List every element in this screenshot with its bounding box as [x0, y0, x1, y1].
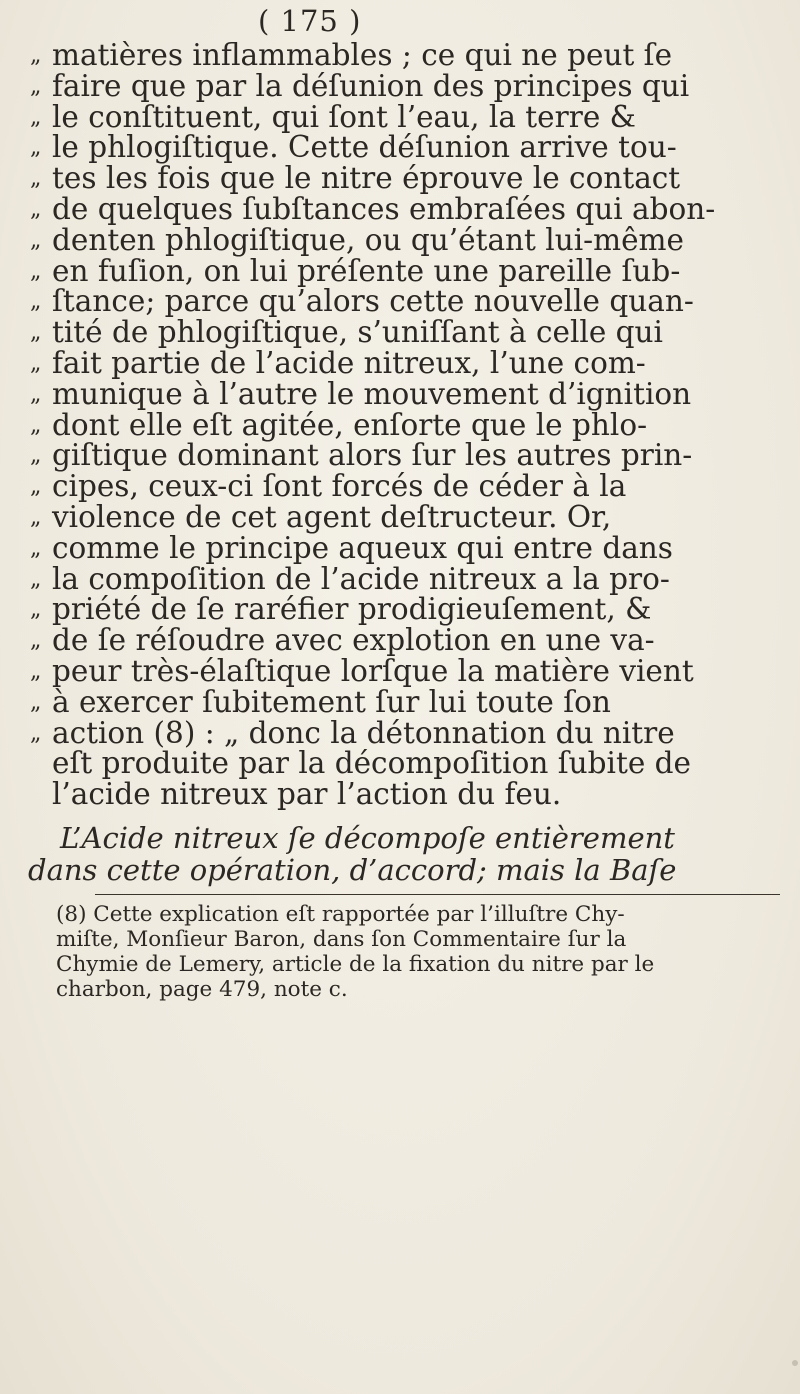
- quote-mark: „: [30, 196, 42, 222]
- line-text: eſt produite par la décompoſition ſubite de: [52, 746, 692, 781]
- text-line: [30, 40, 790, 71]
- body-text: [30, 40, 790, 810]
- text-line: [30, 561, 790, 596]
- footnote-line: miſte, Monſieur Baron, dans ſon Commentaire ſur la: [56, 927, 627, 952]
- quote-mark: „: [30, 566, 42, 592]
- text-line: [30, 530, 790, 565]
- text-line: [30, 376, 790, 411]
- line-text: l’acide nitreux par l’action du feu.: [52, 777, 562, 812]
- text-line: [30, 286, 790, 317]
- text-line: [30, 132, 790, 163]
- quote-mark: „: [30, 412, 42, 438]
- text-line: [30, 345, 790, 380]
- text-line: [30, 99, 790, 134]
- quote-mark: „: [30, 720, 42, 746]
- text-line: [30, 748, 790, 779]
- text-line: [30, 684, 790, 719]
- subheading-line: L’Acide nitreux ſe décompoſe entièrement: [60, 821, 675, 855]
- quote-mark: „: [30, 443, 42, 469]
- line-text: munique à l’autre le mouvement d’ignition: [52, 376, 692, 411]
- quote-mark: „: [30, 258, 42, 284]
- line-text: denten phlogiſtique, ou qu’étant lui-même: [52, 222, 684, 257]
- italic-subheading: [28, 821, 780, 887]
- quote-mark: „: [30, 289, 42, 315]
- quote-mark: „: [30, 474, 42, 500]
- line-text: de ſe réſoudre avec explotion en une va-: [52, 623, 655, 658]
- line-text: cipes, ceux-ci ſont forcés de céder à la: [52, 469, 627, 504]
- line-text: violence de cet agent deſtructeur. Or,: [52, 499, 612, 534]
- footnote-line: charbon, page 479, note c.: [56, 977, 348, 1002]
- text-line: [30, 715, 790, 750]
- line-text: le phlogiſtique. Cette déſunion arrive tou-: [52, 130, 677, 165]
- line-text: de quelques ſubſtances embraſées qui abon-: [52, 191, 716, 226]
- text-line: [30, 625, 790, 656]
- text-line: [30, 317, 790, 348]
- quote-mark: „: [30, 227, 42, 253]
- line-text: peur très-élaſtique lorſque la matière vient: [52, 653, 694, 688]
- text-line: [30, 407, 790, 442]
- quote-mark: „: [30, 73, 42, 99]
- text-line: [30, 163, 790, 194]
- footnote: [56, 902, 786, 1002]
- quote-mark: „: [30, 104, 42, 130]
- text-line: [30, 779, 790, 810]
- quote-mark: „: [30, 320, 42, 346]
- line-text: action (8) : „ donc la détonnation du nitre: [52, 715, 675, 750]
- quote-mark: „: [30, 166, 42, 192]
- paper-speck: [792, 1360, 798, 1366]
- line-text: tité de phlogiſtique, s’uniſſant à celle qui: [52, 315, 663, 350]
- line-text: ſtance; parce qu’alors cette nouvelle quan-: [52, 284, 694, 319]
- line-text: giſtique dominant alors ſur les autres prin-: [52, 438, 693, 473]
- text-line: [30, 471, 790, 502]
- text-line: [30, 653, 790, 688]
- line-text: matières inflammables ; ce qui ne peut ſe: [52, 38, 673, 72]
- line-text: la compoſition de l’acide nitreux a la pro-: [52, 561, 670, 596]
- text-line: [30, 499, 790, 534]
- footnote-line: Chymie de Lemery, article de la fixation du nitre par le: [56, 952, 655, 977]
- quote-mark: „: [30, 597, 42, 623]
- quote-mark: „: [30, 350, 42, 376]
- quote-mark: „: [30, 689, 42, 715]
- page-number: ( 175 ): [258, 4, 362, 38]
- quote-mark: „: [30, 658, 42, 684]
- quote-mark: „: [30, 504, 42, 530]
- line-text: priété de ſe raréfier prodigieuſement, &: [52, 592, 652, 627]
- text-line: [30, 594, 790, 625]
- line-text: comme le principe aqueux qui entre dans: [52, 530, 673, 565]
- line-text: le conſtituent, qui ſont l’eau, la terre &: [52, 99, 636, 134]
- footnote-line: (8) Cette explication eſt rapportée par l’illuſtre Chy-: [56, 902, 625, 927]
- quote-mark: „: [30, 135, 42, 161]
- line-text: fait partie de l’acide nitreux, l’une com-: [52, 345, 646, 380]
- text-line: [30, 253, 790, 288]
- text-line: [30, 222, 790, 257]
- quote-mark: „: [30, 381, 42, 407]
- quote-mark: „: [30, 535, 42, 561]
- subheading-line: dans cette opération, d’accord; mais la Baſe: [28, 853, 677, 887]
- line-text: à exercer ſubitement ſur lui toute ſon: [52, 684, 611, 719]
- text-line: [30, 191, 790, 226]
- line-text: en fuſion, on lui préſente une pareille ſub-: [52, 253, 681, 288]
- line-text: faire que par la déſunion des principes qui: [52, 68, 690, 103]
- line-text: tes les fois que le nitre éprouve le contact: [52, 161, 681, 196]
- footnote-divider: [95, 894, 780, 895]
- text-line: [30, 68, 790, 103]
- line-text: dont elle eſt agitée, enſorte que le phlo-: [52, 407, 648, 442]
- text-line: [30, 440, 790, 471]
- quote-mark: „: [30, 43, 42, 68]
- quote-mark: „: [30, 628, 42, 654]
